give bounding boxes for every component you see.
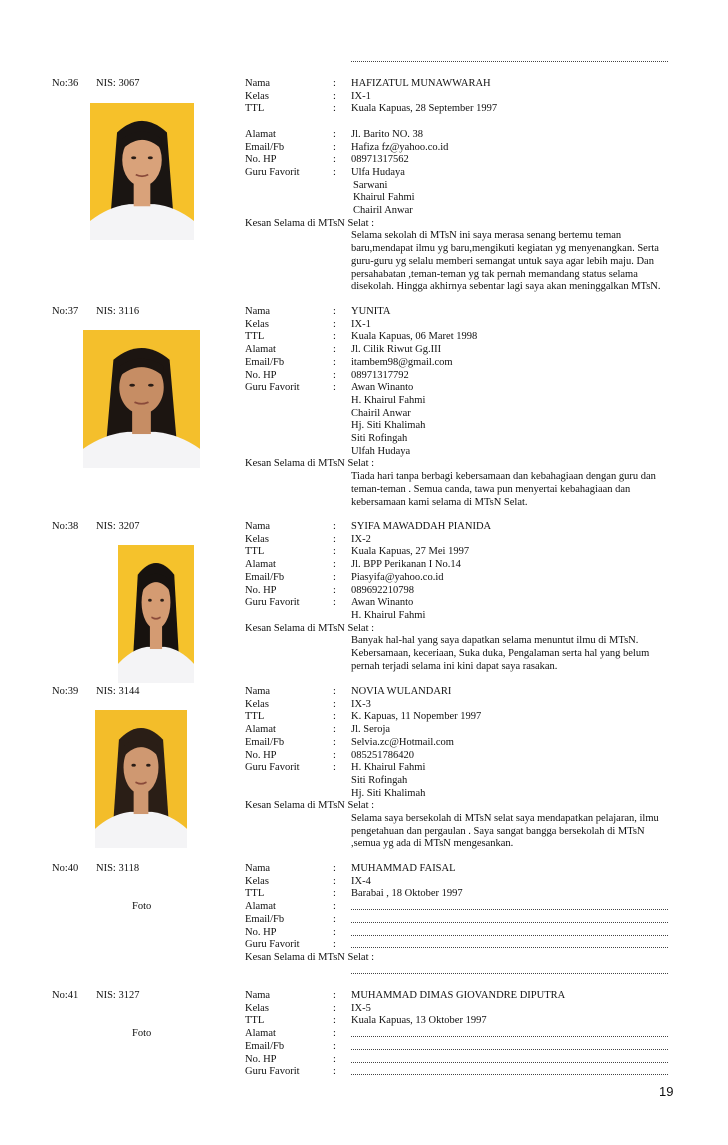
field-colon: : (333, 141, 336, 153)
student-photo (90, 103, 194, 240)
field-colon: : (333, 1053, 336, 1065)
field-value: Ulfa Hudaya (351, 166, 405, 178)
field-value: IX-1 (351, 90, 371, 102)
kesan-label: Kesan Selama di MTsN Selat : (245, 217, 375, 229)
field-colon: : (333, 1040, 336, 1052)
kesan-text: pengetahuan dan pergaulan . Saya sangat bangga bersekolah di MTsN (351, 825, 645, 837)
favorite-teacher: Hj. Siti Khalimah (351, 420, 426, 432)
favorite-teacher: Chairil Anwar (351, 407, 411, 419)
field-label: Guru Favorit (245, 939, 300, 951)
field-value: Selvia.zc@Hotmail.com (351, 736, 454, 748)
field-label: Alamat (245, 724, 276, 736)
record-number: No:39 (52, 686, 79, 697)
field-label: Kelas (245, 90, 269, 102)
field-colon: : (333, 103, 336, 115)
kesan-text: teman-teman . Semua canda, tawa pun menyertai kebahagiaan dan (351, 483, 631, 495)
field-label: Email/Fb (245, 736, 285, 748)
kesan-text: Selama sekolah di MTsN ini saya merasa senang bertemu teman (351, 230, 622, 242)
dotted-fill-line (351, 947, 668, 948)
field-colon: : (333, 1015, 336, 1027)
kesan-text: baru,mendapat ilmu yg baru,mengikuti kegiatan yg menyenangkan. Serta (351, 243, 659, 255)
field-label: No. HP (245, 749, 277, 761)
field-colon: : (333, 698, 336, 710)
field-value: K. Kapuas, 11 Nopember 1997 (351, 711, 482, 723)
field-value: Piasyifa@yahoo.co.id (351, 571, 444, 583)
kesan-text: persahabatan ,teman-teman yg tak pernah memandang status selama (351, 268, 638, 280)
field-colon: : (333, 546, 336, 558)
dotted-fill-line (351, 922, 668, 923)
field-label: Guru Favorit (245, 166, 300, 178)
nis-label: NIS: 3116 (96, 306, 140, 317)
field-value: YUNITA (351, 306, 391, 317)
dotted-fill-line (351, 1049, 668, 1050)
record-number: No:36 (52, 78, 79, 89)
field-label: TTL (245, 546, 265, 558)
field-label: Nama (245, 78, 271, 89)
field-value: Jl. Seroja (351, 724, 391, 736)
photo-placeholder: Foto (132, 1028, 152, 1039)
page-number: 19 (659, 1084, 674, 1099)
field-colon: : (333, 571, 336, 583)
favorite-teacher: Chairil Anwar (353, 205, 413, 216)
field-value: NOVIA WULANDARI (351, 686, 452, 697)
field-value: IX-1 (351, 318, 371, 330)
field-label: Nama (245, 306, 271, 317)
field-colon: : (333, 356, 336, 368)
field-colon: : (333, 318, 336, 330)
photo-eye (146, 764, 150, 767)
field-colon: : (333, 888, 336, 900)
field-label: Nama (245, 863, 271, 874)
field-label: Email/Fb (245, 571, 285, 583)
field-colon: : (333, 736, 336, 748)
field-colon: : (333, 711, 336, 723)
kesan-text: Kebersamaan, keceriaan, Suka duka, Pengalaman serta hal yang belum (351, 648, 650, 659)
field-label: TTL (245, 888, 265, 900)
record-number: No:41 (52, 990, 79, 1001)
photo-eye (131, 764, 135, 767)
field-colon: : (333, 521, 336, 532)
field-label: Nama (245, 686, 271, 697)
favorite-teacher: Sarwani (353, 179, 388, 191)
field-colon: : (333, 1002, 336, 1014)
field-colon: : (333, 166, 336, 178)
dotted-fill-line (351, 1074, 668, 1075)
nis-label: NIS: 3067 (96, 78, 140, 89)
kesan-text: guru-guru yg selalu memberi semangat untuk saya agar lebih maju. Dan (351, 255, 654, 267)
field-label: Nama (245, 521, 271, 532)
nis-label: NIS: 3144 (96, 686, 140, 697)
field-value: MUHAMMAD DIMAS GIOVANDRE DIPUTRA (351, 990, 566, 1001)
field-label: Guru Favorit (245, 1066, 300, 1078)
kesan-label: Kesan Selama di MTsN Selat : (245, 800, 375, 812)
field-colon: : (333, 901, 336, 913)
kesan-label: Kesan Selama di MTsN Selat : (245, 951, 375, 963)
kesan-label: Kesan Selama di MTsN Selat : (245, 622, 375, 634)
favorite-teacher: Ulfah Hudaya (351, 445, 411, 457)
field-value: 089692210798 (351, 584, 414, 596)
field-label: Kelas (245, 875, 269, 887)
field-label: Email/Fb (245, 1040, 285, 1052)
favorite-teacher: Siti Rofingah (351, 433, 408, 444)
field-value: Jl. Cilik Riwut Gg.III (351, 344, 442, 356)
field-label: Guru Favorit (245, 597, 300, 609)
field-colon: : (333, 154, 336, 166)
field-value: 08971317792 (351, 369, 409, 381)
favorite-teacher: Khairul Fahmi (353, 192, 415, 204)
field-colon: : (333, 90, 336, 102)
field-colon: : (333, 128, 336, 140)
field-colon: : (333, 990, 336, 1001)
field-label: Alamat (245, 344, 276, 356)
field-value: Jl. Barito NO. 38 (351, 128, 424, 140)
field-colon: : (333, 382, 336, 394)
field-label: Kelas (245, 533, 269, 545)
field-label: No. HP (245, 584, 277, 596)
kesan-text: Tiada hari tanpa berbagi kebersamaan dan kebahagiaan dengan guru dan (351, 471, 656, 483)
kesan-text: kebersamaan kami selama di MTsN Selat. (351, 496, 528, 508)
favorite-teacher: Hj. Siti Khalimah (351, 787, 426, 799)
field-colon: : (333, 926, 336, 938)
field-colon: : (333, 1028, 336, 1040)
field-value: IX-3 (351, 698, 371, 710)
dotted-fill-line (351, 909, 668, 910)
field-value: Kuala Kapuas, 13 Oktober 1997 (351, 1015, 487, 1027)
field-colon: : (333, 939, 336, 951)
kesan-text: disekolah. Hingga akhirnya sebentar lagi saya akan meninggalkan MTsN. (351, 281, 661, 293)
field-label: TTL (245, 711, 265, 723)
field-label: Guru Favorit (245, 382, 300, 394)
field-value: IX-2 (351, 533, 371, 545)
photo-placeholder: Foto (132, 901, 152, 912)
field-value: 08971317562 (351, 154, 409, 166)
field-label: TTL (245, 1015, 265, 1027)
field-colon: : (333, 597, 336, 609)
field-value: MUHAMMAD FAISAL (351, 863, 456, 874)
kesan-text: Banyak hal-hal yang saya dapatkan selama menuntut ilmu di MTsN. (351, 635, 639, 647)
field-colon: : (333, 863, 336, 874)
student-photo (95, 710, 187, 848)
dotted-fill-line (351, 973, 668, 974)
field-value: IX-4 (351, 875, 371, 887)
field-colon: : (333, 762, 336, 774)
kesan-text: Selama saya bersekolah di MTsN selat saya mendapatkan pelajaran, ilmu (351, 813, 659, 824)
field-colon: : (333, 875, 336, 887)
nis-label: NIS: 3118 (96, 863, 140, 874)
field-label: Email/Fb (245, 141, 285, 153)
field-value: SYIFA MAWADDAH PIANIDA (351, 521, 492, 532)
student-photo (118, 545, 194, 683)
field-colon: : (333, 331, 336, 343)
field-label: Email/Fb (245, 913, 285, 925)
photo-eye (148, 384, 154, 387)
kesan-label: Kesan Selama di MTsN Selat : (245, 458, 375, 470)
student-photo (83, 330, 200, 468)
field-colon: : (333, 913, 336, 925)
field-value: Awan Winanto (351, 382, 414, 394)
field-label: Nama (245, 990, 271, 1001)
favorite-teacher: H. Khairul Fahmi (351, 394, 426, 406)
field-label: Kelas (245, 318, 269, 330)
field-value: HAFIZATUL MUNAWWARAH (351, 78, 491, 89)
photo-eye (148, 156, 153, 159)
photo-eye (129, 384, 135, 387)
field-label: Email/Fb (245, 356, 285, 368)
photo-eye (160, 599, 164, 602)
field-value: itambem98@gmail.com (351, 356, 453, 368)
field-value: IX-5 (351, 1002, 371, 1014)
field-value: Barabai , 18 Oktober 1997 (351, 888, 463, 900)
field-label: No. HP (245, 369, 277, 381)
field-value: Jl. BPP Perikanan I No.14 (351, 559, 461, 571)
favorite-teacher: H. Khairul Fahmi (351, 609, 426, 621)
field-value: H. Khairul Fahmi (351, 762, 426, 774)
field-colon: : (333, 344, 336, 356)
field-label: TTL (245, 103, 265, 115)
nis-label: NIS: 3127 (96, 990, 140, 1001)
field-label: Alamat (245, 901, 276, 913)
photo-eye (148, 599, 152, 602)
field-label: Alamat (245, 1028, 276, 1040)
field-label: Kelas (245, 698, 269, 710)
field-colon: : (333, 686, 336, 697)
field-colon: : (333, 749, 336, 761)
field-value: Kuala Kapuas, 06 Maret 1998 (351, 331, 478, 343)
field-colon: : (333, 369, 336, 381)
field-label: Kelas (245, 1002, 269, 1014)
field-label: Guru Favorit (245, 762, 300, 774)
favorite-teacher: Siti Rofingah (351, 774, 408, 786)
field-value: Awan Winanto (351, 597, 414, 609)
record-number: No:37 (52, 306, 79, 317)
dotted-fill-line (351, 935, 668, 936)
nis-label: NIS: 3207 (96, 521, 140, 532)
field-colon: : (333, 1066, 336, 1078)
photo-eye (131, 156, 136, 159)
record-number: No:38 (52, 521, 79, 532)
dotted-fill-line (351, 61, 668, 62)
field-colon: : (333, 724, 336, 736)
field-label: No. HP (245, 926, 277, 938)
record-number: No:40 (52, 863, 79, 874)
field-label: Alamat (245, 559, 276, 571)
field-label: Alamat (245, 128, 276, 140)
field-value: Kuala Kapuas, 28 September 1997 (351, 103, 498, 115)
field-label: TTL (245, 331, 265, 343)
field-value: Hafiza fz@yahoo.co.id (351, 141, 449, 153)
field-colon: : (333, 78, 336, 89)
field-label: No. HP (245, 1053, 277, 1065)
dotted-fill-line (351, 1036, 668, 1037)
field-colon: : (333, 533, 336, 545)
kesan-text: ,semua yg ada di MTsN mengesankan. (351, 838, 514, 850)
dotted-fill-line (351, 1062, 668, 1063)
kesan-text: pernah terjadi selama ini kini dapat saya rasakan. (351, 660, 558, 672)
field-colon: : (333, 559, 336, 571)
field-value: Kuala Kapuas, 27 Mei 1997 (351, 546, 470, 558)
field-value: 085251786420 (351, 749, 414, 761)
field-colon: : (333, 306, 336, 317)
field-colon: : (333, 584, 336, 596)
field-label: No. HP (245, 154, 277, 166)
